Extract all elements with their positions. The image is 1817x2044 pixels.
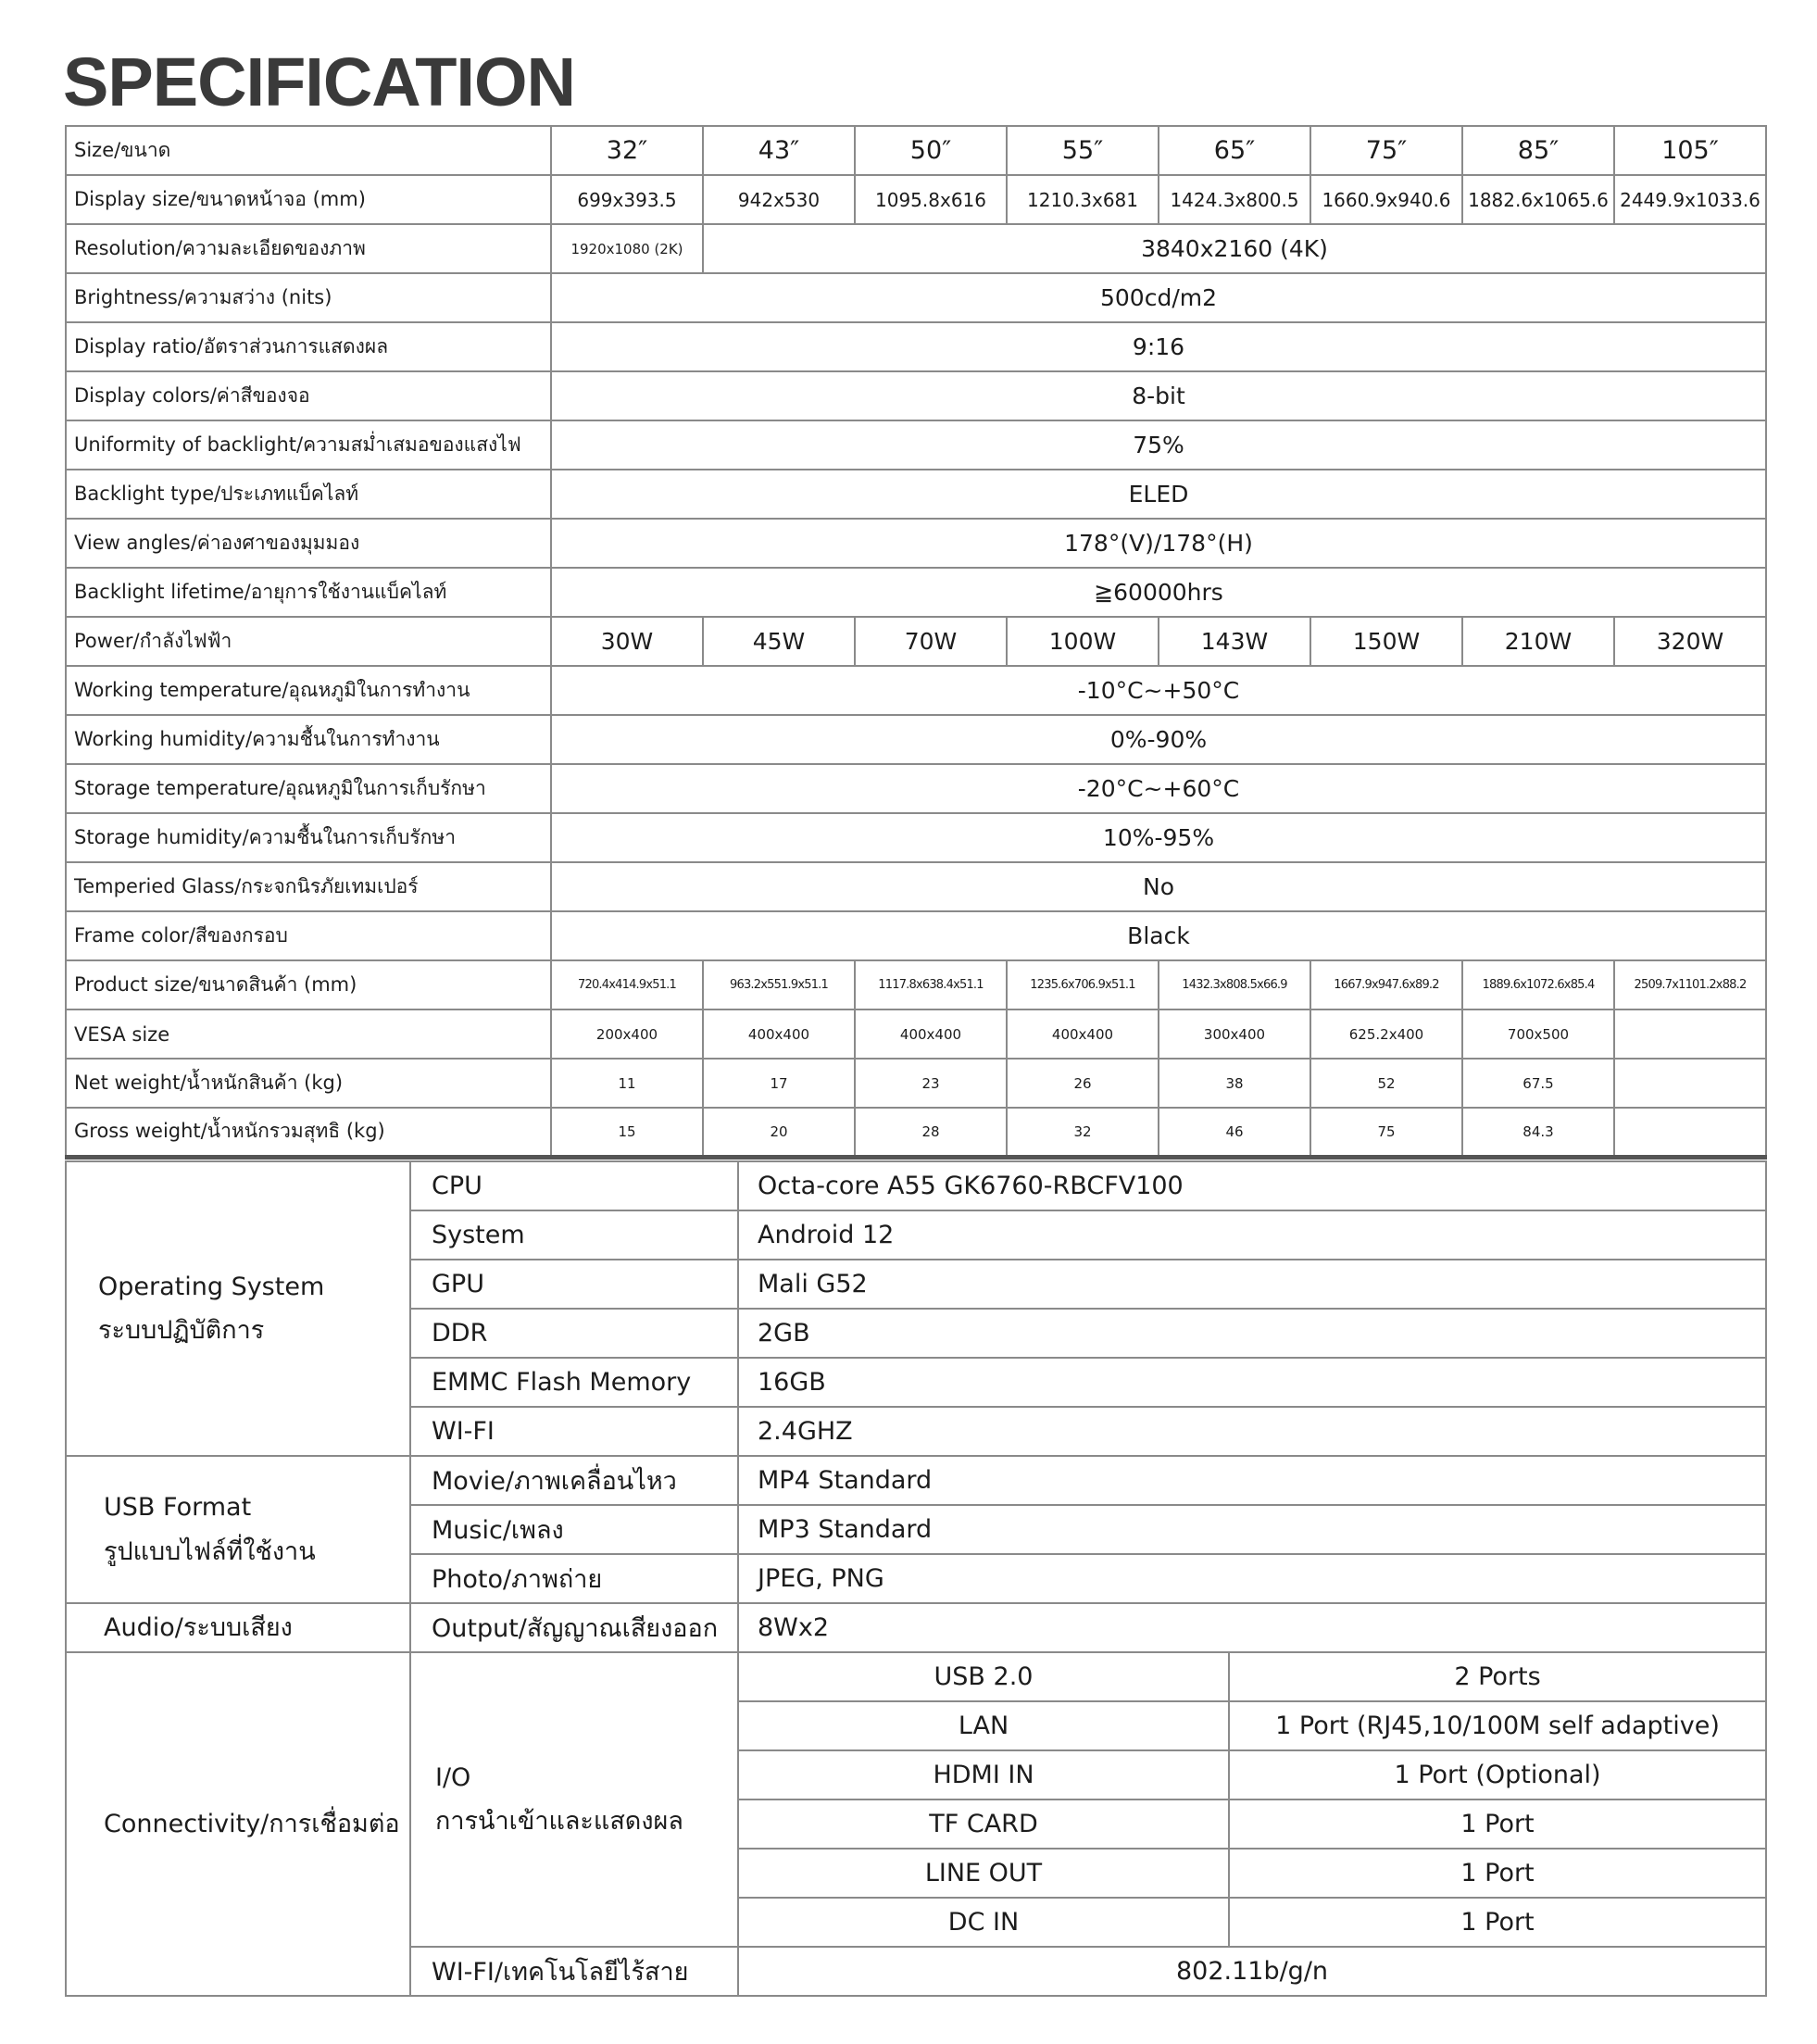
storage-temp-row bbox=[66, 764, 1766, 813]
gross-weight-value: 46 bbox=[1159, 1108, 1310, 1157]
vesa-size-value: 400x400 bbox=[1007, 1009, 1159, 1059]
product-size-value: 1667.9x947.6x89.2 bbox=[1310, 960, 1462, 1009]
size-value: 75″ bbox=[1310, 126, 1462, 175]
vesa-size-value: 700x500 bbox=[1462, 1009, 1614, 1059]
frame-color-label: Frame color/สีของกรอบ bbox=[66, 911, 551, 960]
product-size-row bbox=[66, 960, 1766, 1009]
product-size-label: Product size/ขนาดสินค้า (mm) bbox=[66, 960, 551, 1009]
size-row bbox=[66, 126, 1766, 175]
usb-group-line2: รูปแบบไฟล์ที่ใช้งาน bbox=[104, 1536, 316, 1566]
storage-humidity-value: 10%-95% bbox=[551, 813, 1766, 862]
os-key: GPU bbox=[410, 1260, 738, 1309]
power-value: 210W bbox=[1462, 617, 1614, 666]
port-value: 1 Port bbox=[1229, 1898, 1766, 1947]
brightness-label: Brightness/ความสว่าง (nits) bbox=[66, 273, 551, 322]
resolution-value-2k: 1920x1080 (2K) bbox=[551, 224, 703, 273]
size-value: 55″ bbox=[1007, 126, 1159, 175]
wifi-key: WI-FI/เทคโนโลยีไร้สาย bbox=[410, 1947, 738, 1996]
frame-color-row bbox=[66, 911, 1766, 960]
display-size-value: 1424.3x800.5 bbox=[1159, 175, 1310, 224]
usb-row-movie bbox=[66, 1456, 1766, 1505]
audio-group-label: Audio/ระบบเสียง bbox=[66, 1603, 410, 1652]
net-weight-row bbox=[66, 1059, 1766, 1108]
backlight-lifetime-row bbox=[66, 568, 1766, 617]
uniformity-row bbox=[66, 420, 1766, 470]
port-name: DC IN bbox=[738, 1898, 1229, 1947]
working-temp-row bbox=[66, 666, 1766, 715]
os-group-line1: Operating System bbox=[98, 1272, 325, 1301]
net-weight-value bbox=[1614, 1059, 1766, 1108]
display-ratio-row bbox=[66, 322, 1766, 371]
usb-value: MP3 Standard bbox=[738, 1505, 1766, 1554]
os-group-line2: ระบบปฏิบัติการ bbox=[98, 1316, 265, 1345]
os-value: Mali G52 bbox=[738, 1260, 1766, 1309]
storage-temp-label: Storage temperature/อุณหภูมิในการเก็บรักษา bbox=[66, 764, 551, 813]
audio-key: Output/สัญญาณเสียงออก bbox=[410, 1603, 738, 1652]
os-key: DDR bbox=[410, 1309, 738, 1358]
tempered-glass-label: Temperied Glass/กระจกนิรภัยเทมเปอร์ bbox=[66, 862, 551, 911]
port-name: USB 2.0 bbox=[738, 1652, 1229, 1701]
net-weight-value: 23 bbox=[855, 1059, 1007, 1108]
port-row-usb bbox=[66, 1652, 1766, 1701]
power-label: Power/กำลังไฟฟ้า bbox=[66, 617, 551, 666]
product-size-value: 1235.6x706.9x51.1 bbox=[1007, 960, 1159, 1009]
gross-weight-value: 84.3 bbox=[1462, 1108, 1614, 1157]
port-value: 2 Ports bbox=[1229, 1652, 1766, 1701]
gross-weight-value: 28 bbox=[855, 1108, 1007, 1157]
power-value: 320W bbox=[1614, 617, 1766, 666]
os-value: 2GB bbox=[738, 1309, 1766, 1358]
port-value: 1 Port bbox=[1229, 1849, 1766, 1898]
vesa-size-value: 200x400 bbox=[551, 1009, 703, 1059]
io-line1: I/O bbox=[435, 1762, 471, 1792]
usb-key: Movie/ภาพเคลื่อนไหว bbox=[410, 1456, 738, 1505]
os-value: 2.4GHZ bbox=[738, 1407, 1766, 1456]
connectivity-group-label: Connectivity/การเชื่อมต่อ bbox=[66, 1652, 410, 1996]
gross-weight-row bbox=[66, 1108, 1766, 1157]
size-value: 32″ bbox=[551, 126, 703, 175]
os-key: EMMC Flash Memory bbox=[410, 1358, 738, 1407]
power-row bbox=[66, 617, 1766, 666]
working-humidity-value: 0%-90% bbox=[551, 715, 1766, 764]
net-weight-value: 38 bbox=[1159, 1059, 1310, 1108]
spec-table bbox=[65, 125, 1767, 1160]
display-size-value: 699x393.5 bbox=[551, 175, 703, 224]
backlight-lifetime-label: Backlight lifetime/อายุการใช้งานแบ็คไลท์ bbox=[66, 568, 551, 617]
usb-group-line1: USB Format bbox=[104, 1493, 252, 1523]
gross-weight-value bbox=[1614, 1108, 1766, 1157]
backlight-type-label: Backlight type/ประเภทแบ็คไลท์ bbox=[66, 470, 551, 519]
brightness-row bbox=[66, 273, 1766, 322]
resolution-value-4k: 3840x2160 (4K) bbox=[703, 224, 1766, 273]
display-size-value: 1882.6x1065.6 bbox=[1462, 175, 1614, 224]
port-name: HDMI IN bbox=[738, 1750, 1229, 1799]
vesa-size-value: 300x400 bbox=[1159, 1009, 1310, 1059]
gross-weight-label: Gross weight/น้ำหนักรวมสุทธิ (kg) bbox=[66, 1108, 551, 1157]
tempered-glass-value: No bbox=[551, 862, 1766, 911]
display-size-value: 1660.9x940.6 bbox=[1310, 175, 1462, 224]
resolution-row bbox=[66, 224, 1766, 273]
display-size-value: 1095.8x616 bbox=[855, 175, 1007, 224]
uniformity-label: Uniformity of backlight/ความสม่ำเสมอของแสงไฟ bbox=[66, 420, 551, 470]
product-size-value: 1432.3x808.5x66.9 bbox=[1159, 960, 1310, 1009]
frame-color-value: Black bbox=[551, 911, 1766, 960]
view-angles-row bbox=[66, 519, 1766, 568]
working-temp-value: -10°C~+50°C bbox=[551, 666, 1766, 715]
view-angles-label: View angles/ค่าองศาของมุมมอง bbox=[66, 519, 551, 568]
port-name: TF CARD bbox=[738, 1799, 1229, 1849]
net-weight-value: 17 bbox=[703, 1059, 855, 1108]
working-humidity-label: Working humidity/ความชื้นในการทำงาน bbox=[66, 715, 551, 764]
vesa-size-row bbox=[66, 1009, 1766, 1059]
vesa-size-value: 400x400 bbox=[855, 1009, 1007, 1059]
size-label: Size/ขนาด bbox=[66, 126, 551, 175]
display-ratio-label: Display ratio/อัตราส่วนการแสดงผล bbox=[66, 322, 551, 371]
audio-row bbox=[66, 1603, 1766, 1652]
display-colors-row bbox=[66, 371, 1766, 420]
io-line2: การนำเข้าและแสดงผล bbox=[435, 1807, 683, 1836]
audio-value: 8Wx2 bbox=[738, 1603, 1766, 1652]
display-size-value: 942x530 bbox=[703, 175, 855, 224]
product-size-value: 1117.8x638.4x51.1 bbox=[855, 960, 1007, 1009]
os-key: System bbox=[410, 1210, 738, 1260]
os-group-label bbox=[66, 1161, 410, 1456]
port-name: LAN bbox=[738, 1701, 1229, 1750]
usb-key: Music/เพลง bbox=[410, 1505, 738, 1554]
size-value: 85″ bbox=[1462, 126, 1614, 175]
gross-weight-value: 20 bbox=[703, 1108, 855, 1157]
power-value: 30W bbox=[551, 617, 703, 666]
resolution-label: Resolution/ความละเอียดของภาพ bbox=[66, 224, 551, 273]
net-weight-value: 52 bbox=[1310, 1059, 1462, 1108]
port-value: 1 Port (RJ45,10/100M self adaptive) bbox=[1229, 1701, 1766, 1750]
display-size-value: 1210.3x681 bbox=[1007, 175, 1159, 224]
power-value: 45W bbox=[703, 617, 855, 666]
os-key: CPU bbox=[410, 1161, 738, 1210]
display-size-label: Display size/ขนาดหน้าจอ (mm) bbox=[66, 175, 551, 224]
product-size-value: 963.2x551.9x51.1 bbox=[703, 960, 855, 1009]
display-colors-label: Display colors/ค่าสีของจอ bbox=[66, 371, 551, 420]
working-temp-label: Working temperature/อุณหภูมิในการทำงาน bbox=[66, 666, 551, 715]
net-weight-value: 11 bbox=[551, 1059, 703, 1108]
port-value: 1 Port bbox=[1229, 1799, 1766, 1849]
display-ratio-value: 9:16 bbox=[551, 322, 1766, 371]
gross-weight-value: 75 bbox=[1310, 1108, 1462, 1157]
net-weight-value: 67.5 bbox=[1462, 1059, 1614, 1108]
usb-value: MP4 Standard bbox=[738, 1456, 1766, 1505]
gross-weight-value: 15 bbox=[551, 1108, 703, 1157]
power-value: 70W bbox=[855, 617, 1007, 666]
size-value: 65″ bbox=[1159, 126, 1310, 175]
port-name: LINE OUT bbox=[738, 1849, 1229, 1898]
product-size-value: 1889.6x1072.6x85.4 bbox=[1462, 960, 1614, 1009]
os-row-cpu bbox=[66, 1161, 1766, 1210]
uniformity-value: 75% bbox=[551, 420, 1766, 470]
gross-weight-value: 32 bbox=[1007, 1108, 1159, 1157]
vesa-size-value bbox=[1614, 1009, 1766, 1059]
backlight-lifetime-value: ≧60000hrs bbox=[551, 568, 1766, 617]
size-value: 50″ bbox=[855, 126, 1007, 175]
vesa-size-value: 625.2x400 bbox=[1310, 1009, 1462, 1059]
os-value: Octa-core A55 GK6760-RBCFV100 bbox=[738, 1161, 1766, 1210]
power-value: 143W bbox=[1159, 617, 1310, 666]
display-size-row bbox=[66, 175, 1766, 224]
product-size-value: 2509.7x1101.2x88.2 bbox=[1614, 960, 1766, 1009]
net-weight-label: Net weight/น้ำหนักสินค้า (kg) bbox=[66, 1059, 551, 1108]
wifi-value: 802.11b/g/n bbox=[738, 1947, 1766, 1996]
brightness-value: 500cd/m2 bbox=[551, 273, 1766, 322]
backlight-type-value: ELED bbox=[551, 470, 1766, 519]
system-table bbox=[65, 1160, 1767, 1997]
io-label bbox=[410, 1652, 738, 1947]
os-value: Android 12 bbox=[738, 1210, 1766, 1260]
product-size-value: 720.4x414.9x51.1 bbox=[551, 960, 703, 1009]
view-angles-value: 178°(V)/178°(H) bbox=[551, 519, 1766, 568]
vesa-size-value: 400x400 bbox=[703, 1009, 855, 1059]
tempered-glass-row bbox=[66, 862, 1766, 911]
size-value: 43″ bbox=[703, 126, 855, 175]
display-size-value: 2449.9x1033.6 bbox=[1614, 175, 1766, 224]
vesa-size-label: VESA size bbox=[66, 1009, 551, 1059]
usb-key: Photo/ภาพถ่าย bbox=[410, 1554, 738, 1603]
display-colors-value: 8-bit bbox=[551, 371, 1766, 420]
usb-group-label bbox=[66, 1456, 410, 1603]
storage-temp-value: -20°C~+60°C bbox=[551, 764, 1766, 813]
page-title: SPECIFICATION bbox=[63, 44, 575, 120]
power-value: 150W bbox=[1310, 617, 1462, 666]
port-value: 1 Port (Optional) bbox=[1229, 1750, 1766, 1799]
storage-humidity-row bbox=[66, 813, 1766, 862]
working-humidity-row bbox=[66, 715, 1766, 764]
storage-humidity-label: Storage humidity/ความชื้นในการเก็บรักษา bbox=[66, 813, 551, 862]
os-value: 16GB bbox=[738, 1358, 1766, 1407]
power-value: 100W bbox=[1007, 617, 1159, 666]
backlight-type-row bbox=[66, 470, 1766, 519]
size-value: 105″ bbox=[1614, 126, 1766, 175]
os-key: WI-FI bbox=[410, 1407, 738, 1456]
usb-value: JPEG, PNG bbox=[738, 1554, 1766, 1603]
net-weight-value: 26 bbox=[1007, 1059, 1159, 1108]
